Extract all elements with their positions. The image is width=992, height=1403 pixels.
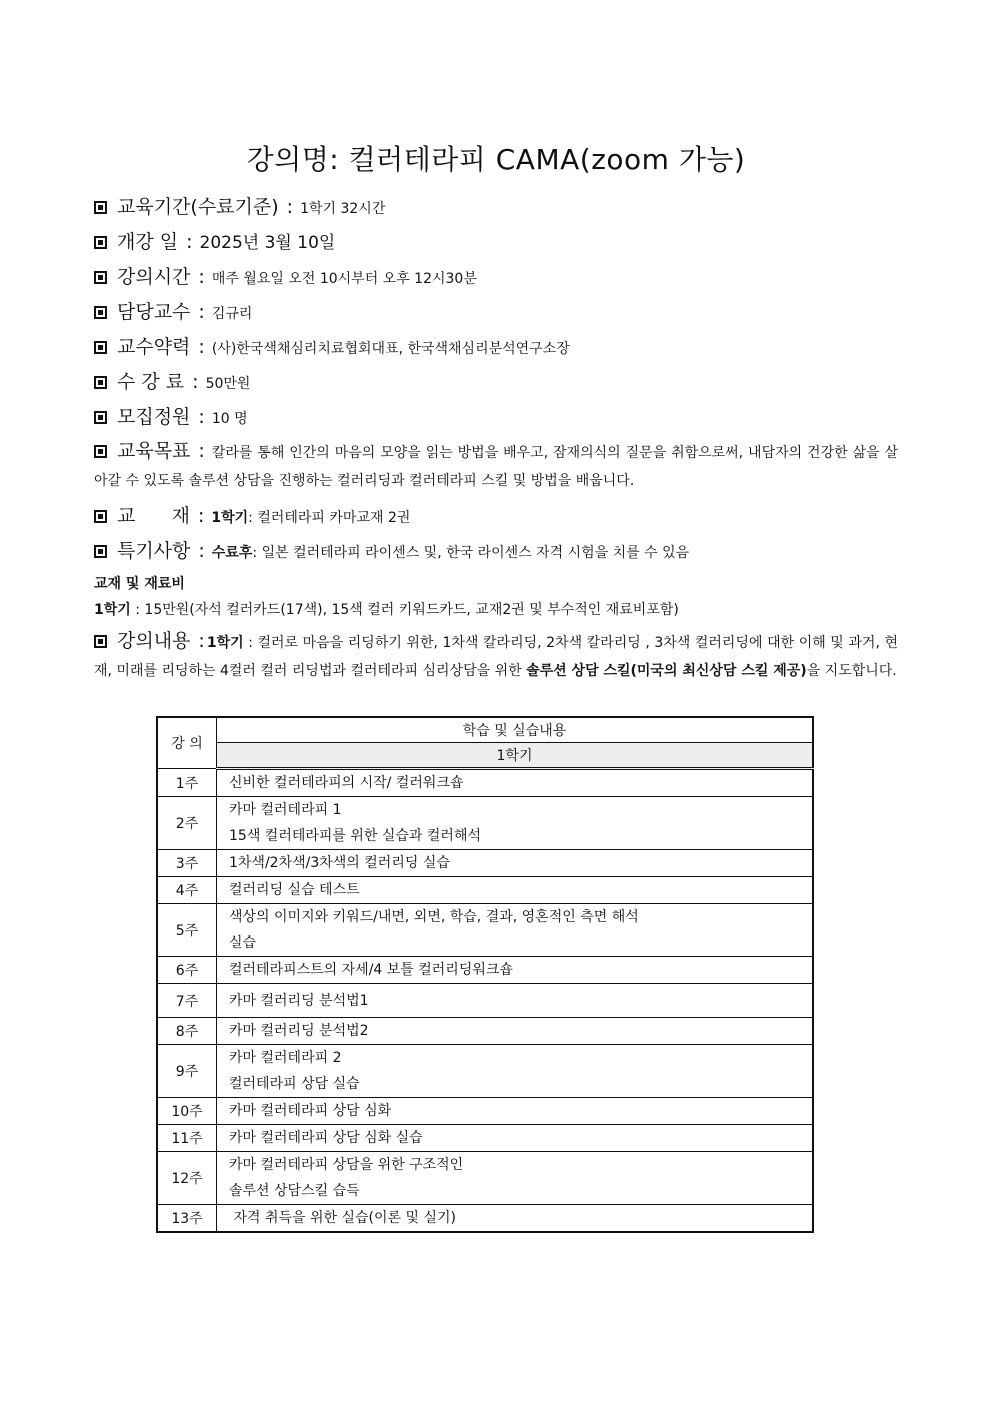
square-bullet-icon xyxy=(94,376,107,389)
table-row xyxy=(157,850,813,877)
content-term: 1학기 xyxy=(206,635,244,651)
content-line: 카마 컬러테라피 1 xyxy=(229,802,342,818)
col-content-header: 학습 및 실습내용 xyxy=(217,717,814,743)
info-value: 50만원 xyxy=(205,376,251,392)
week-cell: 6주 xyxy=(157,957,217,984)
content-line: 실습 xyxy=(229,935,257,951)
info-label: 개강 일 xyxy=(117,231,179,253)
content-cell xyxy=(217,1045,814,1098)
info-label: 교육기간(수료기준) xyxy=(117,196,279,218)
info-value: 매주 월요일 오전 10시부터 오후 12시30분 xyxy=(211,271,477,287)
week-cell: 13주 xyxy=(157,1205,217,1233)
content-line: 카마 컬러테라피 상담 심화 실습 xyxy=(229,1130,423,1146)
content-line: 15색 컬러테라피를 위한 실습과 컬러해석 xyxy=(229,828,481,844)
goal-text: 칼라를 통해 인간의 마음의 모양을 읽는 방법을 배우고, 잠재의식의 질문을 취함으로써, 내담자의 건강한 삶을 살아갈 수 있도록 솔루션 상담을 진행하는 컬러리딩과 컬러테라피 스킬 및 방법을 배웁니다. xyxy=(94,445,898,489)
goal-label: 교육목표 xyxy=(117,440,191,462)
table-row xyxy=(157,877,813,904)
week-cell: 12주 xyxy=(157,1152,217,1205)
schedule-table xyxy=(156,716,814,1233)
content-cell xyxy=(217,850,814,877)
info-label: 수 강 료 xyxy=(117,371,185,393)
schedule-body xyxy=(157,769,813,1233)
content-line: 컬러테라피 상담 실습 xyxy=(229,1076,360,1092)
week-cell: 7주 xyxy=(157,984,217,1018)
table-row xyxy=(157,1205,813,1233)
week-cell: 1주 xyxy=(157,769,217,797)
square-bullet-icon xyxy=(94,201,107,214)
table-row xyxy=(157,797,813,850)
info-label: 담당교수 xyxy=(117,301,191,323)
content-cell xyxy=(217,1152,814,1205)
info-value: 김규리 xyxy=(211,306,253,322)
table-row xyxy=(157,1018,813,1045)
square-bullet-icon xyxy=(94,236,107,249)
square-bullet-icon xyxy=(94,545,107,558)
content-line: 카마 컬러테라피 상담을 위한 구조적인 xyxy=(229,1157,464,1173)
content-cell xyxy=(217,1098,814,1125)
semester-header: 1학기 xyxy=(217,743,814,769)
content-line: 컬러테라피스트의 자세/4 보틀 컬러리딩워크숍 xyxy=(229,962,513,978)
square-bullet-icon xyxy=(94,510,107,523)
week-cell: 2주 xyxy=(157,797,217,850)
square-bullet-icon xyxy=(94,306,107,319)
square-bullet-icon xyxy=(94,635,107,648)
table-row xyxy=(157,984,813,1018)
textbook-label: 교 재 xyxy=(117,505,190,527)
document-page xyxy=(94,138,898,1227)
content-cell xyxy=(217,769,814,797)
table-row xyxy=(157,1045,813,1098)
col-week-header: 강 의 xyxy=(157,717,217,769)
special-row: 특기사항 : 수료후 : 일본 컬러테라피 라이센스 및, 한국 라이센스 자격 시험을 치를 수 있음 xyxy=(94,536,898,563)
content-line: 카마 컬러테라피 2 xyxy=(229,1050,342,1066)
info-capacity: 모집정원 : 10 명 xyxy=(94,402,898,429)
content-cell xyxy=(217,797,814,850)
content-line: 솔루션 상담스킬 습득 xyxy=(229,1183,360,1199)
content-line: 컬러리딩 실습 테스트 xyxy=(229,882,360,898)
special-value: : 일본 컬러테라피 라이센스 및, 한국 라이센스 자격 시험을 치를 수 있음 xyxy=(252,545,690,561)
content-line: 카마 컬러리딩 분석법1 xyxy=(229,992,369,1009)
textbook-value: : 컬러테라피 카마교재 2권 xyxy=(248,510,411,526)
week-cell: 4주 xyxy=(157,877,217,904)
textbook-term: 1학기 xyxy=(211,510,249,526)
table-row xyxy=(157,769,813,797)
week-cell: 9주 xyxy=(157,1045,217,1098)
info-period: 교육기간(수료기준) : 1학기 32시간 xyxy=(94,192,898,219)
info-value: 10 명 xyxy=(211,411,248,427)
info-value: (사)한국색채심리치료협회대표, 한국색채심리분석연구소장 xyxy=(211,341,570,357)
content-line: 1차색/2차색/3차색의 컬러리딩 실습 xyxy=(229,855,450,871)
content-line: 카마 컬러리딩 분석법2 xyxy=(229,1023,369,1039)
content-cell xyxy=(217,904,814,957)
content-label: 강의내용 xyxy=(117,630,191,652)
week-cell: 5주 xyxy=(157,904,217,957)
info-value: 2025년 3월 10일 xyxy=(199,233,336,253)
goal-section: 교육목표 : 칼라를 통해 인간의 마음의 모양을 읽는 방법을 배우고, 잠재의식의 질문을 취함으로써, 내담자의 건강한 삶을 살아갈 수 있도록 솔루션 상담을 진행하는 컬러리딩과 컬러테라피 스킬 및 방법을 배웁니다. xyxy=(94,440,898,489)
square-bullet-icon xyxy=(94,411,107,424)
content-line: 색상의 이미지와 키워드/내면, 외면, 학습, 결과, 영혼적인 측면 해석 xyxy=(229,909,639,925)
content-line: 신비한 컬러테라피의 시작/ 컬러워크숍 xyxy=(229,775,464,791)
info-start-date: 개강 일 : 2025년 3월 10일 xyxy=(94,227,898,254)
textbook-row: 교 재 : 1학기 : 컬러테라피 카마교재 2권 xyxy=(94,501,898,528)
square-bullet-icon xyxy=(94,445,107,458)
info-label: 모집정원 xyxy=(117,406,191,428)
fees-value: : 15만원(자석 컬러카드(17색), 15색 컬러 키워드카드, 교재2권 및 부수적인 재료비포함) xyxy=(130,602,679,618)
info-professor: 담당교수 : 김규리 xyxy=(94,297,898,324)
content-cell xyxy=(217,984,814,1018)
content-line: 자격 취득을 위한 실습(이론 및 실기) xyxy=(229,1210,456,1226)
fees-term: 1학기 xyxy=(94,602,131,618)
fees-heading: 교재 및 재료비 xyxy=(94,576,185,592)
square-bullet-icon xyxy=(94,341,107,354)
content-bold-tail: 솔루션 상담 스킬(미국의 최신상담 스킬 제공) xyxy=(526,663,807,679)
content-section: 강의내용 : 1학기 : 컬러로 마음을 리딩하기 위한, 1차색 칼라리딩, 2차색 칼라리딩 , 3차색 컬러리딩에 대한 이해 및 과거, 현재, 미래를 리딩하는 4컬러 컬러 리딩법과 컬러테라피 심리상담을 위한 솔루션 상담 스킬(미국의 최신상담 스킬 제공)을 지도합니다. xyxy=(94,630,898,679)
content-cell xyxy=(217,877,814,904)
info-label: 교수약력 xyxy=(117,336,191,358)
info-time: 강의시간 : 매주 월요일 오전 10시부터 오후 12시30분 xyxy=(94,262,898,289)
content-text: : 컬러로 마음을 리딩하기 위한, 1차색 칼라리딩, 2차색 칼라리딩 , 3차색 컬러리딩에 대한 이해 및 과거, 현재, 미래를 리딩하는 4컬러 컬러 리딩법과 컬러테라피 심리상담을 위한 xyxy=(94,635,898,679)
content-cell xyxy=(217,1125,814,1152)
week-cell: 3주 xyxy=(157,850,217,877)
special-term: 수료후 xyxy=(211,545,253,561)
table-row xyxy=(157,1125,813,1152)
week-cell: 11주 xyxy=(157,1125,217,1152)
table-row xyxy=(157,957,813,984)
special-label: 특기사항 xyxy=(117,540,191,562)
fees-row xyxy=(94,597,898,623)
week-cell: 8주 xyxy=(157,1018,217,1045)
content-line: 카마 컬러테라피 상담 심화 xyxy=(229,1103,392,1119)
info-label: 강의시간 xyxy=(117,266,191,288)
content-cell xyxy=(217,957,814,984)
table-row xyxy=(157,1098,813,1125)
content-tail: 을 지도합니다. xyxy=(806,663,897,679)
table-row xyxy=(157,904,813,957)
table-row xyxy=(157,1152,813,1205)
info-value: 1학기 32시간 xyxy=(300,201,386,217)
content-cell xyxy=(217,1205,814,1233)
week-cell: 10주 xyxy=(157,1098,217,1125)
square-bullet-icon xyxy=(94,271,107,284)
course-title: 강의명: 컬러테라피 CAMA(zoom 가능) xyxy=(246,143,746,176)
info-fee: 수 강 료 : 50만원 xyxy=(94,367,898,394)
info-career: 교수약력 : (사)한국색채심리치료협회대표, 한국색채심리분석연구소장 xyxy=(94,332,898,359)
content-cell xyxy=(217,1018,814,1045)
